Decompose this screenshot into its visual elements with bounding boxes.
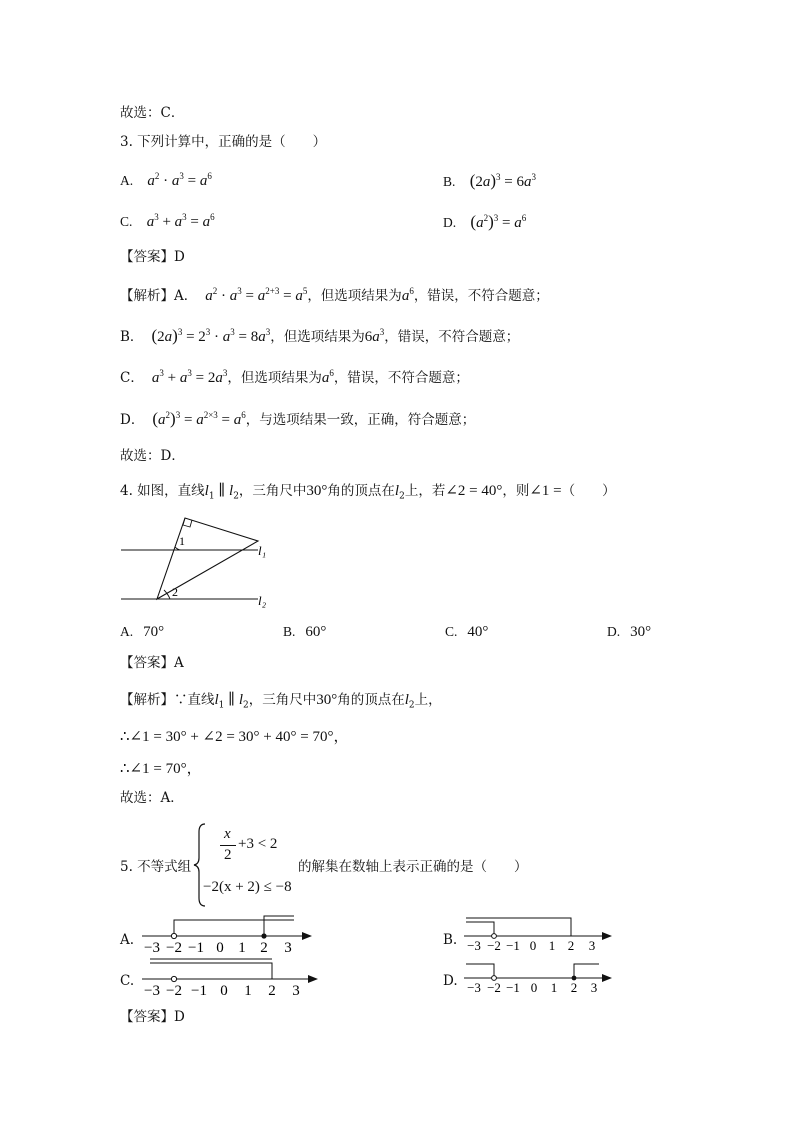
q5-numberline-c [138, 953, 324, 997]
q3-analysis-d: D． $(a^2)^3 = a^{2\times 3} = a^6$，与选项结果一致，正确，符合题意； [120, 409, 476, 428]
tick-label: 1 [244, 983, 252, 997]
tick-label: −3 [467, 938, 481, 953]
angle-2-label: 2 [172, 585, 178, 599]
tick-label: 0 [220, 983, 228, 997]
angle-1-label: 1 [179, 534, 185, 548]
q4-analysis-3: ∴∠1 = 70°， [120, 761, 202, 777]
q3-option-a: A. $a^2 \cdot a^3 = a^6$ [120, 171, 212, 189]
q3-option-b: B. $(2a)^3 = 6a^3$ [443, 171, 536, 190]
q3-option-d: D. $(a^2)^3 = a^6$ [443, 212, 527, 231]
label-l1: l₁ [258, 543, 267, 558]
tick-label: 2 [260, 940, 268, 954]
q5-option-b-label: B. [443, 932, 458, 948]
q5-option-c-label: C. [120, 973, 135, 989]
q4-conclusion: 故选：A． [120, 790, 184, 806]
q4-option-a: A. 70° [120, 624, 165, 640]
tick-label: −2 [487, 938, 501, 953]
q4-option-c: C. 40° [445, 624, 489, 640]
tick-label: 0 [216, 940, 224, 954]
q4-stem: 4. 如图，直线$l_1$ ∥ $l_2$，三角尺中30°角的顶点在$l_2$上，若∠2 = 40°，则∠1 =（ ） [120, 483, 616, 502]
q4-option-b: B. 60° [283, 624, 327, 640]
q5-answer: 【答案】D [120, 1009, 185, 1025]
conclusion-prev: 故选：C． [120, 105, 185, 121]
q4-analysis-2: ∴∠1 = 30° + ∠2 = 30° + 40° = 70°， [120, 729, 349, 745]
q5-stem-b: 的解集在数轴上表示正确的是（ ） [298, 859, 528, 875]
q3-conclusion: 故选：D． [120, 448, 185, 464]
q5-option-d-label: D. [443, 973, 458, 989]
tick-label: 0 [530, 980, 538, 995]
q3-analysis-a: 【解析】A． $a^2 \cdot a^3 = a^{2+3} = a^5$，但选项结果为$a^6$，错误，不符合题意； [120, 286, 549, 304]
tick-label: −2 [487, 980, 501, 995]
label-l2: l₂ [258, 593, 267, 608]
q5-numberline-d [460, 956, 620, 996]
tick-label: 0 [529, 938, 537, 953]
tick-label: −1 [506, 938, 520, 953]
q5-numberline-b [460, 914, 620, 954]
q3-answer: 【答案】D [120, 249, 185, 265]
tick-label: 2 [570, 980, 578, 995]
tick-label: −1 [188, 940, 204, 954]
tick-label: 3 [588, 938, 596, 953]
tick-label: 3 [284, 940, 292, 954]
tick-label: 2 [567, 938, 575, 953]
q5-inequality-1: x 2 +3 < 2 [210, 826, 292, 866]
q3-option-c: C. $a^3 + a^3 = a^6$ [120, 212, 215, 230]
q3-stem: 3. 下列计算中，正确的是（ ） [120, 134, 327, 150]
q3-analysis-c: C． $a^3 + a^3 = 2a^3$，但选项结果为$a^6$，错误，不符合题意； [120, 368, 469, 386]
q5-inequality-2: −2(x + 2) ≤ −8 [203, 879, 292, 895]
q4-analysis-1: 【解析】∵直线$l_1$ ∥ $l_2$，三角尺中30°角的顶点在$l_2$上， [120, 692, 442, 711]
fraction-bar [220, 845, 236, 846]
tick-label: 2 [268, 983, 276, 997]
tick-label: −2 [166, 940, 182, 954]
q5-stem-a: 5. 不等式组 [120, 859, 192, 875]
q4-figure [110, 510, 280, 615]
q5-numberline-a [138, 912, 318, 954]
tick-label: −3 [144, 983, 160, 997]
tick-label: −3 [144, 940, 160, 954]
q4-option-d: D. 30° [607, 624, 652, 640]
q3-analysis-b: B． $(2a)^3 = 2^3 \cdot a^3 = 8a^3$，但选项结果为$6a^3$，错误，不符合题意； [120, 326, 520, 345]
tick-label: 1 [238, 940, 246, 954]
tick-label: 3 [590, 980, 598, 995]
q5-option-a-label: A. [120, 932, 135, 948]
tick-label: −1 [191, 983, 207, 997]
tick-label: 1 [548, 938, 556, 953]
tick-label: 3 [292, 983, 300, 997]
tick-label: −3 [467, 980, 481, 995]
tick-label: −2 [166, 983, 182, 997]
tick-label: −1 [506, 980, 520, 995]
tick-label: 1 [550, 980, 558, 995]
q4-answer: 【答案】A [120, 655, 184, 671]
